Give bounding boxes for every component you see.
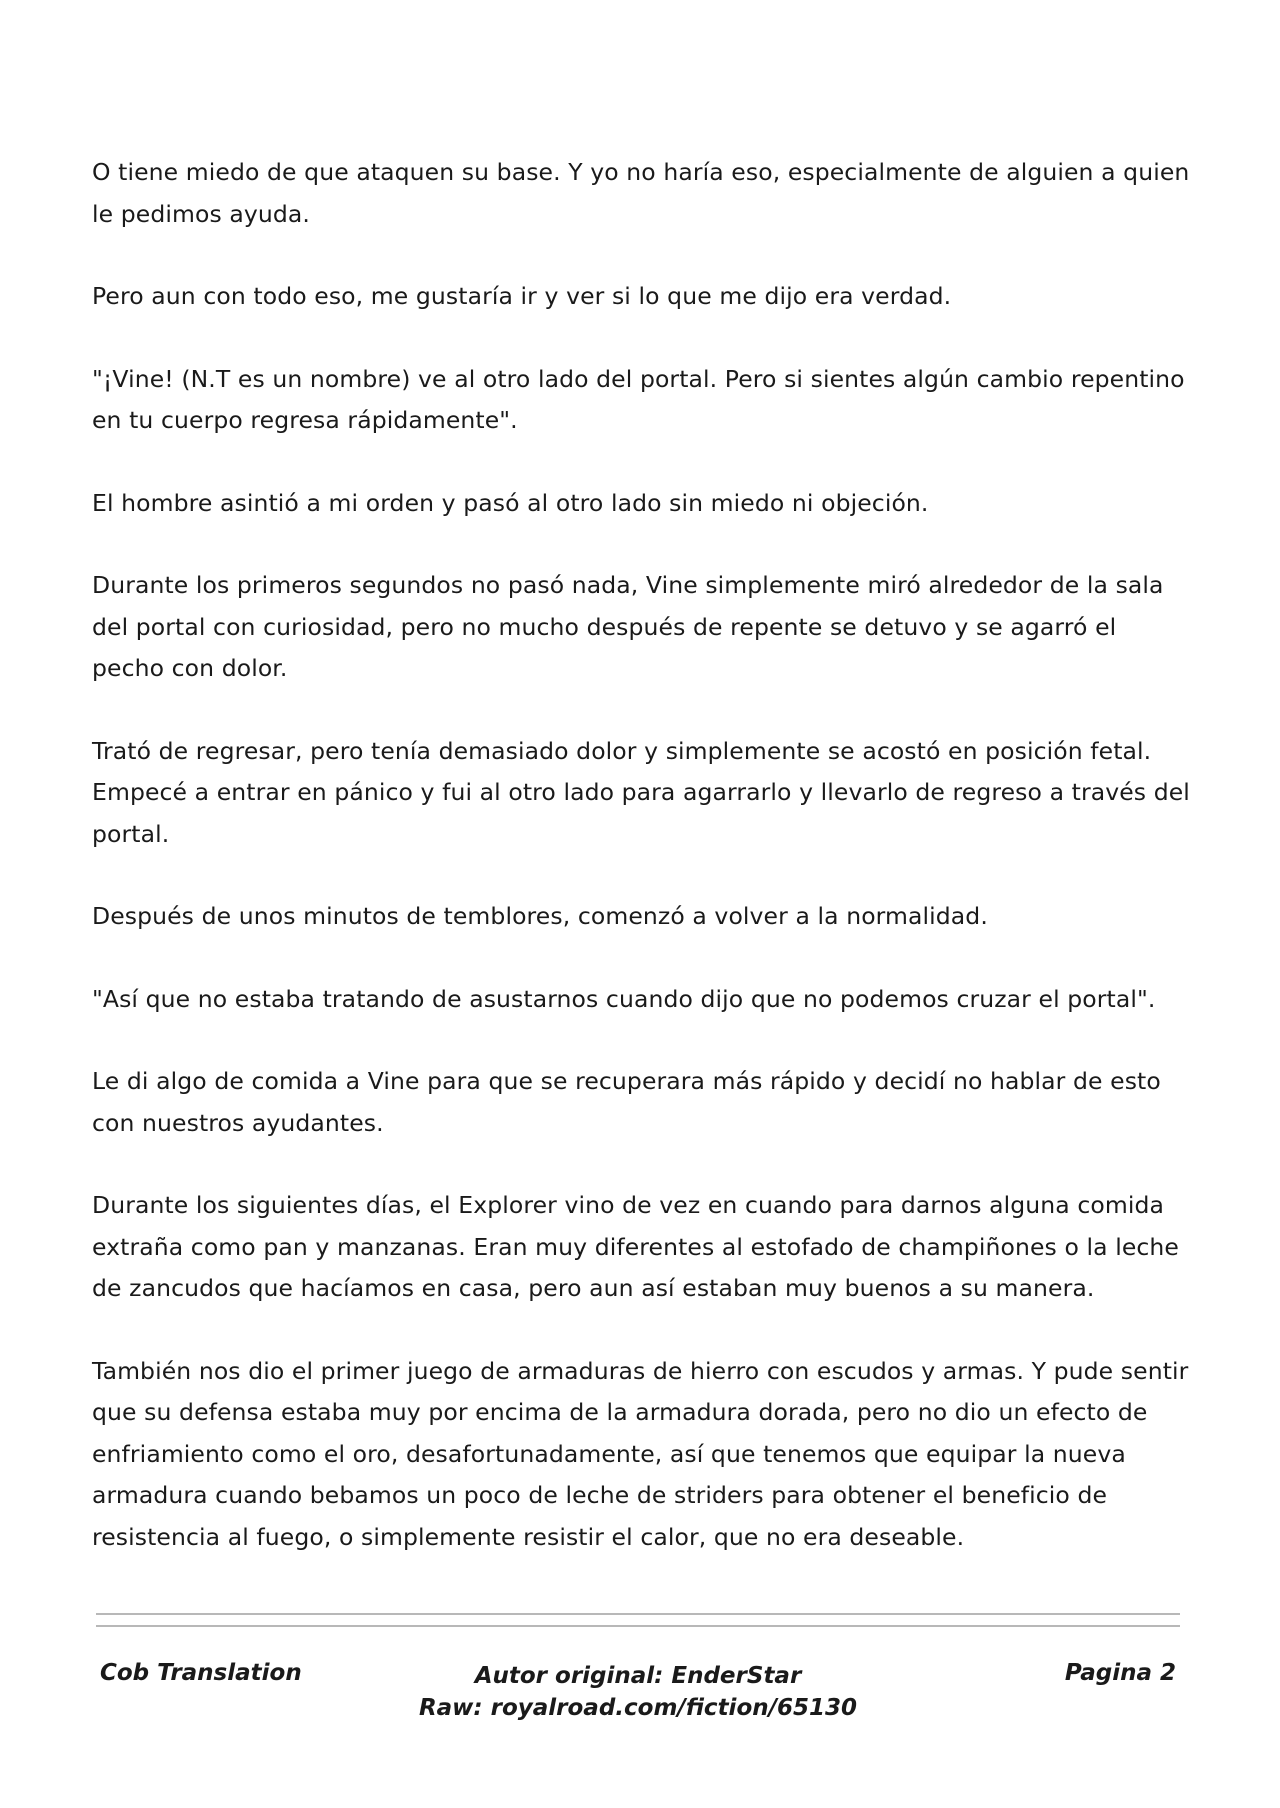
paragraph-7: Después de unos minutos de temblores, comenzó a volver a la normalidad.: [92, 902, 988, 930]
paragraph-2: Pero aun con todo eso, me gustaría ir y ver si lo que me dijo era verdad.: [92, 282, 952, 310]
body-text: [92, 152, 1192, 1599]
paragraph-3: "¡Vine! (N.T es un nombre) ve al otro lado del portal. Pero si sientes algún cambio repentino en tu cuerpo regresa rápidamente".: [92, 364, 1185, 434]
paragraph-8: "Así que no estaba tratando de asustarnos cuando dijo que no podemos cruzar el portal".: [92, 984, 1156, 1013]
paragraph-1: O tiene miedo de que ataquen su base. Y yo no haría eso, especialmente de alguien a quien le pedimos ayuda.: [92, 158, 1190, 228]
footer-raw-source: Raw: royalroad.com/fiction/65130: [418, 1695, 858, 1721]
paragraph-9: Le di algo de comida a Vine para que se recuperara más rápido y decidí no hablar de esto con nuestros ayudantes.: [92, 1067, 1161, 1137]
footer-original-author: Autor original: EnderStar: [474, 1663, 802, 1689]
footer-page-number: Pagina 2: [1064, 1660, 1176, 1686]
footer-divider-bottom: [96, 1625, 1180, 1627]
footer-translator: Cob Translation: [100, 1660, 302, 1686]
footer-divider-top: [96, 1613, 1180, 1615]
paragraph-5: Durante los primeros segundos no pasó nada, Vine simplemente miró alrededor de la sala del portal con curiosidad, pero no mucho después de repente se detuvo y se agarró el pecho con dolor.: [92, 571, 1164, 682]
paragraph-4: El hombre asintió a mi orden y pasó al otro lado sin miedo ni objeción.: [92, 488, 929, 517]
footer-credits: [96, 1660, 1180, 1724]
paragraph-6: Trató de regresar, pero tenía demasiado dolor y simplemente se acostó en posición fetal. Empecé a entrar en pánico y fui al otro lado para agarrarlo y llevarlo de regreso a través del portal.: [92, 736, 1190, 848]
paragraph-11: También nos dio el primer juego de armaduras de hierro con escudos y armas. Y pude sentir que su defensa estaba muy por encima de la armadura dorada, pero no dio un efecto de enfriamiento como el oro, desafortunadamente, así que tenemos que equipar la nueva armadura cuando bebamos un poco de leche de striders para obtener el beneficio de resistencia al fuego, o simplemente resistir el calor, que no era deseable.: [92, 1356, 1189, 1551]
paragraph-10: Durante los siguientes días, el Explorer vino de vez en cuando para darnos alguna comida extraña como pan y manzanas. Eran muy diferentes al estofado de champiñones o la leche de zancudos que hacíamos en casa, pero aun así estaban muy buenos a su manera.: [92, 1191, 1179, 1302]
page-footer: [96, 1660, 1180, 1740]
